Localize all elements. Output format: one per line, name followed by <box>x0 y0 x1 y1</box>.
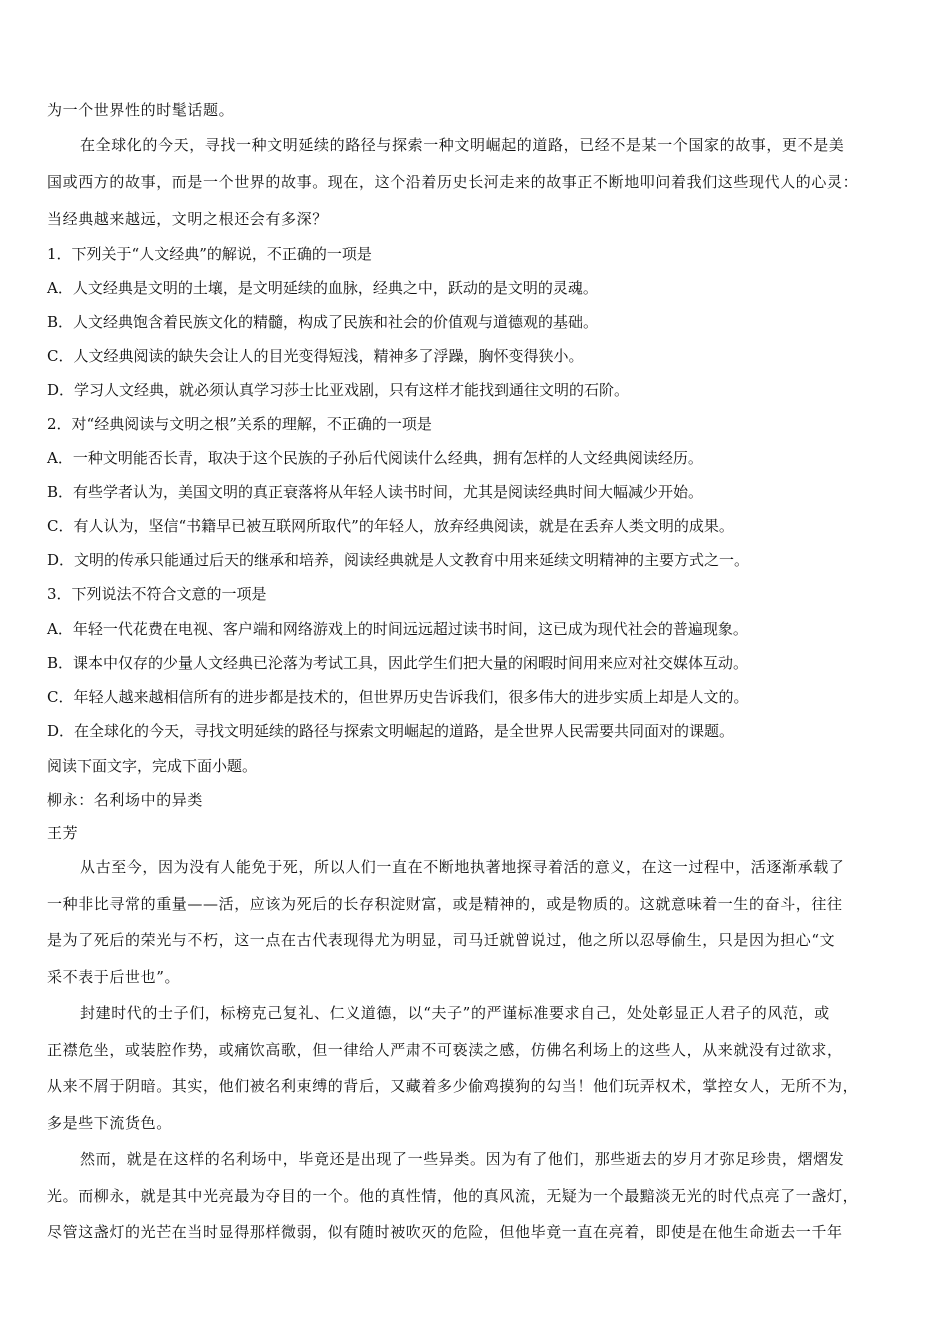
question-2-option-b: B．有些学者认为，美国文明的真正衰落将从年轻人读书时间，尤其是阅读经典时间大幅减少开始。 <box>47 483 704 501</box>
article-paragraph-line: 正襟危坐，或装腔作势，或痛饮高歌，但一律给人严肃不可亵渎之感，仿佛名利场上的这些人，从来就没有过欲求， <box>47 1041 843 1059</box>
question-3-option-a: A．年轻一代花费在电视、客户端和网络游戏上的时间远远超过读书时间，这已成为现代社会的普遍现象。 <box>47 620 748 638</box>
question-1-stem: 1．下列关于“人文经典”的解说，不正确的一项是 <box>47 245 372 263</box>
question-2-option-c: C．有人认为，坚信“书籍早已被互联网所取代”的年轻人，放弃经典阅读，就是在丢弃人类文明的成果。 <box>47 517 734 535</box>
question-3-option-d: D．在全球化的今天，寻找文明延续的路径与探索文明崛起的道路，是全世界人民需要共同面对的课题。 <box>47 722 735 740</box>
article-paragraph-line: 然而，就是在这样的名利场中，毕竟还是出现了一些异类。因为有了他们，那些逝去的岁月才弥足珍贵，熠熠发 <box>80 1150 845 1168</box>
article-paragraph-line: 光。而柳永，就是其中光亮最为夺目的一个。他的真性情，他的真风流，无疑为一个最黯淡无光的时代点亮了一盏灯， <box>47 1187 859 1205</box>
reading-instruction: 阅读下面文字，完成下面小题。 <box>47 757 258 775</box>
article-paragraph-line: 尽管这盏灯的光芒在当时显得那样微弱，似有随时被吹灭的危险，但他毕竟一直在亮着，即使是在他生命逝去一千年 <box>47 1223 843 1241</box>
question-2-stem: 2．对“经典阅读与文明之根”关系的理解，不正确的一项是 <box>47 415 432 433</box>
article-paragraph-line: 是为了死后的荣光与不朽，这一点在古代表现得尤为明显，司马迁就曾说过，他之所以忍辱偷生，只是因为担心“文 <box>47 931 836 949</box>
question-1-option-a: A．人文经典是文明的土壤，是文明延续的血脉，经典之中，跃动的是文明的灵魂。 <box>47 279 598 297</box>
article-title: 柳永：名利场中的异类 <box>47 791 204 809</box>
passage-paragraph-line: 当经典越来越远，文明之根还会有多深？ <box>47 210 328 228</box>
article-paragraph-line: 采不表于后世也”。 <box>47 968 181 986</box>
passage-paragraph-line: 在全球化的今天，寻找一种文明延续的路径与探索一种文明崛起的道路，已经不是某一个国家的故事，更不是美 <box>80 136 845 154</box>
question-1-option-b: B．人文经典饱含着民族文化的精髓，构成了民族和社会的价值观与道德观的基础。 <box>47 313 599 331</box>
article-paragraph-line: 多是些下流货色。 <box>47 1114 172 1132</box>
passage-tail-line: 为一个世界性的时髦话题。 <box>47 101 235 119</box>
article-paragraph-line: 从古至今，因为没有人能免于死，所以人们一直在不断地执著地探寻着活的意义，在这一过程中，活逐渐承载了 <box>80 858 845 876</box>
question-1-option-d: D．学习人文经典，就必须认真学习莎士比亚戏剧，只有这样才能找到通往文明的石阶。 <box>47 381 630 399</box>
question-3-stem: 3．下列说法不符合文意的一项是 <box>47 585 267 603</box>
article-author: 王芳 <box>47 824 79 842</box>
article-paragraph-line: 从来不屑于阴暗。其实，他们被名利束缚的背后，又藏着多少偷鸡摸狗的勾当！他们玩弄权术，掌控女人，无所不为， <box>47 1077 859 1095</box>
article-paragraph-line: 封建时代的士子们，标榜克己复礼、仁义道德，以“夫子”的严谨标准要求自己，处处彰显正人君子的风范，或 <box>80 1004 830 1022</box>
question-3-option-b: B．课本中仅存的少量人文经典已沦落为考试工具，因此学生们把大量的闲暇时间用来应对社交媒体互动。 <box>47 654 749 672</box>
question-1-option-c: C．人文经典阅读的缺失会让人的目光变得短浅，精神多了浮躁，胸怀变得狭小。 <box>47 347 584 365</box>
passage-paragraph-line: 国或西方的故事，而是一个世界的故事。现在，这个沿着历史长河走来的故事正不断地叩问着我们这些现代人的心灵： <box>47 173 859 191</box>
question-2-option-d: D．文明的传承只能通过后天的继承和培养，阅读经典就是人文教育中用来延续文明精神的主要方式之一。 <box>47 551 750 569</box>
question-2-option-a: A．一种文明能否长青，取决于这个民族的子孙后代阅读什么经典，拥有怎样的人文经典阅读经历。 <box>47 449 703 467</box>
article-paragraph-line: 一种非比寻常的重量——活，应该为死后的长存积淀财富，或是精神的，或是物质的。这就意味着一生的奋斗，往往 <box>47 895 843 913</box>
question-3-option-c: C．年轻人越来越相信所有的进步都是技术的，但世界历史告诉我们，很多伟大的进步实质上却是人文的。 <box>47 688 749 706</box>
